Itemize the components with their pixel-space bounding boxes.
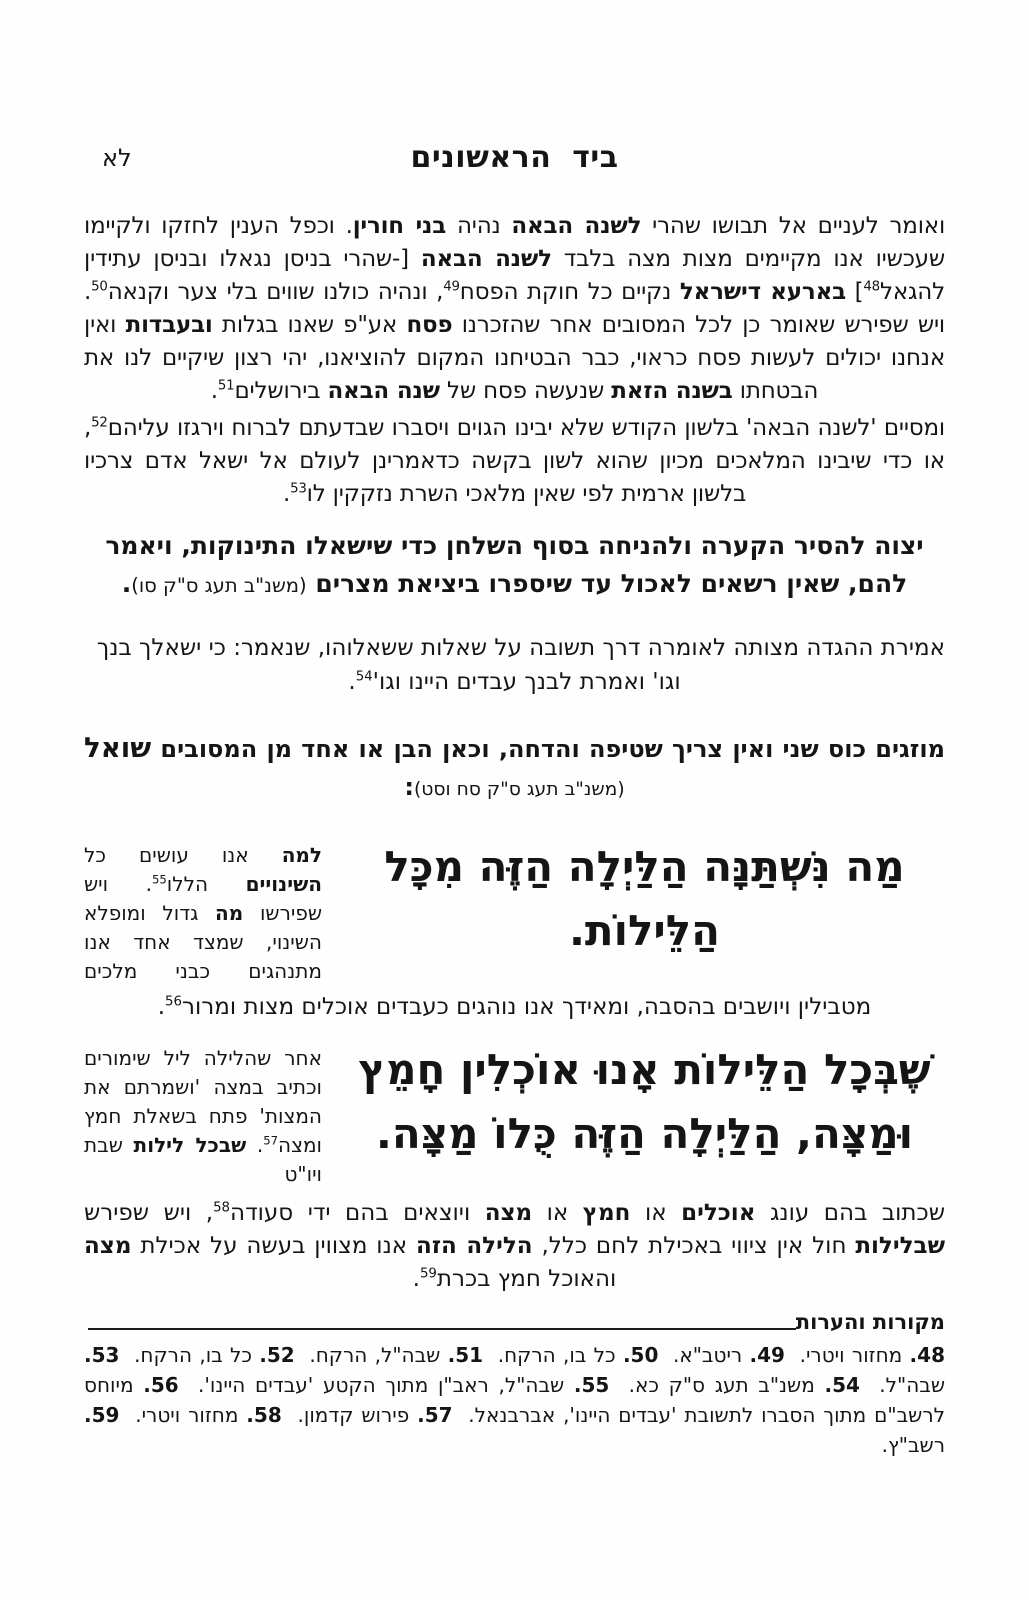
commentary-continuation-ma-nishtana: מטבילין ויושבים בהסבה, ומאידך אנו נוהגים כעבדים אוכלים מצות ומרור$^{56}$.	[157, 994, 872, 1020]
footnotes-header	[84, 1310, 945, 1334]
page-header	[84, 140, 945, 184]
section-ma-nishtana	[84, 835, 945, 986]
commentary-ma-nishtana: למה אנו עושים כל השינויים הללו$^{55}$. ויש שפירשו מה גדול ומופלא השינוי, שמצד אחד אנו מתנהגים כבני מלכים	[84, 843, 322, 983]
commentary-shebechol-haleilot: אחר שהלילה ליל שימורים וכתיב במצה 'ושמרתם את המצות' פתח בשאלת חמץ ומצה$^{57}$. שבכל לילות שבת ויו"ט	[84, 1046, 322, 1186]
footnotes-header-label: מקורות והערות	[795, 1310, 945, 1334]
haggadah-text-shebechol-haleilot	[344, 1038, 945, 1166]
haggadah-text-ma-nishtana	[344, 835, 945, 963]
page-number: לא	[102, 144, 132, 172]
footnotes-text: 48. מחזור ויטרי. 49. ריטב"א. 50. כל בו, הרקח. 51. שבה"ל, הרקח. 52. כל בו, הרקח. 53. שבה"ל. 54. משנ"ב תעג ס"ק כא. 55. שבה"ל, ראב"ן מתוך הקטע 'עבדים היינו'. 56. מיוחס לרשב"ם מתוך הסברו לתשובת 'עבדים היינו', אברבנאל. 57. פירוש קדמון. 58. מחזור ויטרי. 59. רשב"ץ.	[84, 1343, 946, 1457]
section-shebechol-haleilot	[84, 1038, 945, 1189]
page-title: ביד הראשונים	[410, 140, 619, 175]
haggadah-line: מַה נִּשְׁתַּנָּה הַלַּיְלָה הַזֶּה מִכָּל	[384, 842, 905, 891]
haggadah-line: הַלֵּילוֹת.	[568, 906, 721, 955]
page-content	[84, 140, 945, 1460]
paragraph-leshana-habaa: ואומר לעניים אל תבושו שהרי לשנה הבאה נהיה בני חורין. וכפל הענין לחזקו ולקיימו שעכשיו אנו מקיימים מצות מצה בלבד לשנה הבאה [-שהרי בניסן נגאלו ובניסן עתידין להגאל$^{48}$] בארעא דישראל נקיים כל חוקת הפסח$^{49}$, ונהיה כולנו שווים בלי צער וקנאה$^{50}$. ויש שפירש שאומר כן לכל המסובים אחר שהזכרנו פסח אע"פ שאנו בגלות ובעבדות ואין אנחנו יכולים לעשות פסח כראוי, כבר הבטיחנו המקום להוציאנו, יהי רצון שיקיים לנו את הבטחתו בשנה הזאת שנעשה פסח של שנה הבאה בירושלים$^{51}$.	[84, 213, 946, 404]
instruction-remove-keara: יצוה להסיר הקערה ולהניחה בסוף השלחן כדי שישאלו התינוקות, ויאמר להם, שאין רשאים לאכול עד שיספרו ביציאת מצרים (משנ"ב תעג ס"ק סו).	[105, 531, 924, 598]
instruction-mozgim-kos-sheni: מוזגים כוס שני ואין צריך שטיפה והדחה, וכאן הבן או אחד מן המסובים שואל (משנ"ב תעג ס"ק סח וסט):	[84, 731, 945, 801]
paragraph-lashon-hakodesh: ומסיים 'לשנה הבאה' בלשון הקודש שלא יבינו הגוים ויסברו שבדעתם לברוח וירגזו עליהם$^{52}$, או כדי שיבינו המלאכים מכיון שהוא לשון בקשה כדאמרינן לעולם אל ישאל אדם צרכיו בלשון ארמית לפי שאין מלאכי השרת נזקקין לו$^{53}$.	[84, 415, 945, 507]
footnotes-divider-rule	[88, 1328, 796, 1330]
haggadah-line: שֶׁבְּכָל הַלֵּילוֹת אָנוּ אוֹכְלִין חָמֵץ	[358, 1045, 931, 1094]
paragraph-amirat-hahagada: אמירת ההגדה מצותה לאומרה דרך תשובה על שאלות ששאלוהו, שנאמר: כי ישאלך בנך וגו' ואמרת לבנך עבדים היינו $וגו'^{54}$.	[96, 635, 945, 695]
commentary-continuation-shebechol: שכתוב בהם עונג אוכלים או חמץ או מצה ויוצאים בהם ידי סעודה$^{58}$, ויש שפירש שבלילות חול אין ציווי באכילת לחם כלל, הלילה הזה אנו מצווין בעשה על אכילת מצה והאוכל חמץ בכרת$^{59}$.	[84, 1200, 946, 1292]
haggadah-line: וּמַצָּה, הַלַּיְלָה הַזֶּה כֻּלוֹ מַצָּה.	[375, 1109, 914, 1158]
